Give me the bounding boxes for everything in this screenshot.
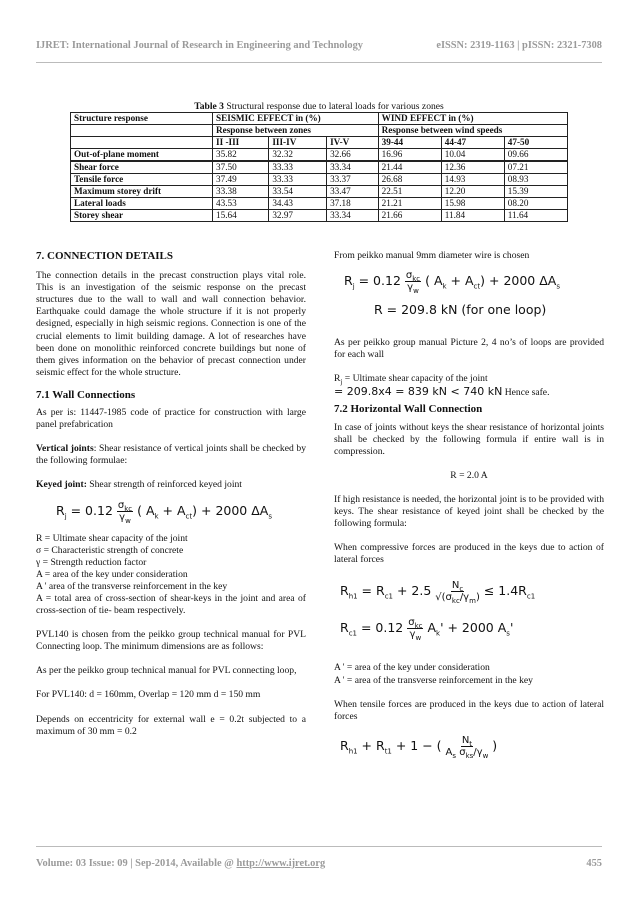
table-cell: 16.96: [378, 149, 441, 162]
blank-cell: [71, 125, 213, 137]
bold-label: Vertical joints: [36, 443, 94, 455]
table-cell: 15.64: [213, 210, 269, 222]
wind-sub: Response between wind speeds: [378, 125, 567, 137]
paragraph: $R_j$ = Ultimate shear capacity of the joint: [334, 373, 488, 387]
table-cell: 21.44: [378, 161, 441, 174]
table-cell: 35.82: [213, 149, 269, 162]
zone-header: 39-44: [378, 137, 441, 149]
definition: σ = Characteristic strength of concrete: [36, 544, 184, 556]
table-caption-text: Structural response due to lateral loads for various zones: [223, 101, 444, 112]
table-row: [71, 186, 568, 198]
table-cell: 14.93: [441, 174, 504, 186]
table-cell: 34.43: [269, 198, 327, 210]
right-column: [334, 250, 604, 758]
row-label: Storey shear: [71, 210, 213, 222]
table-row: [71, 174, 568, 186]
seismic-sub: Response between zones: [213, 125, 379, 137]
table-cell: 33.34: [327, 210, 379, 222]
table-caption-label: Table 3: [194, 101, 224, 112]
table-cell: 08.20: [504, 198, 567, 210]
table-cell: 21.66: [378, 210, 441, 222]
header-rule: [36, 62, 602, 63]
paragraph: Depends on eccentricity for external wall e = 0.2t subjected to a maximum of 30 mm = 0.2: [36, 713, 306, 737]
paragraph: = 209.8x4 = 839 kN < 740 kN Hence safe.: [334, 385, 550, 399]
subsection-heading: 7.2 Horizontal Wall Connection: [334, 403, 483, 416]
table-cell: 10.04: [441, 149, 504, 162]
table-row: [71, 198, 568, 210]
definition: A = area of the key under consideration: [36, 568, 188, 580]
equation: $R_j = 0.12$ $\frac{\sigma_{kc}}{\gamma_w}$ ( $A_k + A_{ct}) + 2000$ $\Delta A_s$: [56, 499, 272, 525]
table-cell: 09.66: [504, 149, 567, 162]
journal-title: IJRET: International Journal of Research in Engineering and Technology: [36, 40, 363, 51]
journal-link[interactable]: http://www.ijret.org: [236, 858, 326, 869]
paragraph: In case of joints without keys the shear resistance of horizontal joints shall be checked by the following formula if entire wall is in compression.: [334, 421, 604, 457]
row-label: Tensile force: [71, 174, 213, 186]
table-row: [71, 210, 568, 222]
paragraph: As per the peikko group technical manual for PVL connecting loop,: [36, 665, 297, 677]
paragraph: The connection details in the precast construction plays vital role. This is an investigation of the seismic response on the precast structures due to the wall to wall and wall connection behavior. Earthquake could damage the whole structure if it is not properly designed, especially in high seismic regions. Connection is one of the crucial elements to limit building damage. A lot of researches have been done on monolithic reinforced concrete buildings but none of them gives information on the behavior of precast connection under seismic effect for the whole structure.: [36, 270, 306, 378]
table-row: [71, 161, 568, 174]
table-cell: 32.32: [269, 149, 327, 162]
paragraph: When tensile forces are produced in the keys due to action of lateral forces: [334, 698, 604, 722]
blank-cell: [71, 137, 213, 149]
footer-volume: Volume: 03 Issue: 09 | Sep-2014, Available @: [36, 858, 237, 869]
section-heading: 7. CONNECTION DETAILS: [36, 250, 174, 262]
table-cell: 33.37: [327, 174, 379, 186]
table-cell: 33.33: [269, 161, 327, 174]
paragraph: For PVL140: d = 160mm, Overlap = 120 mm d = 150 mm: [36, 689, 261, 701]
definition: A ' = area of the transverse reinforcement in the key: [334, 674, 533, 686]
zone-header: 44-47: [441, 137, 504, 149]
table-caption: [0, 101, 638, 112]
table-cell: 21.21: [378, 198, 441, 210]
table-cell: 32.97: [269, 210, 327, 222]
zone-header: 47-50: [504, 137, 567, 149]
equation-rj: R = 2.0 A: [450, 469, 488, 481]
wind-header: WIND EFFECT in (%): [378, 113, 567, 125]
table-cell: 33.54: [269, 186, 327, 198]
table-cell: 22.51: [378, 186, 441, 198]
definition: γ = Strength reduction factor: [36, 556, 147, 568]
paragraph: As per is: 11447-1985 code of practice for construction with large panel prefabrication: [36, 407, 306, 431]
definition: A ' = area of the key under consideration: [334, 662, 490, 674]
bold-label: Keyed joint:: [36, 479, 87, 491]
paragraph: From peikko manual 9mm diameter wire is chosen: [334, 250, 530, 261]
table-row: [71, 149, 568, 162]
table-cell: 33.38: [213, 186, 269, 198]
subsection-heading: 7.1 Wall Connections: [36, 388, 136, 401]
table-cell: 32.66: [327, 149, 379, 162]
table-cell: 08.93: [504, 174, 567, 186]
equation-tensile: $R_{h1} + R_{t1} + 1$ − ( $\frac{N_t}{A_s \sigma_{ks}/\gamma_w}$ ): [340, 734, 498, 760]
zone-header: III-IV: [269, 137, 327, 149]
paragraph: As per peikko group manual Picture 2, 4 no’s of loops are provided for each wall: [334, 337, 604, 361]
table-cell: 12.20: [441, 186, 504, 198]
paragraph: [36, 479, 306, 491]
response-table: [70, 112, 568, 222]
seismic-header: SEISMIC EFFECT in (%): [213, 113, 379, 125]
paragraph: PVL140 is chosen from the peikko group technical manual for PVL Connecting loop. The minimum dimensions are as follows:: [36, 629, 306, 653]
table-cell: 37.49: [213, 174, 269, 186]
table-cell: 37.18: [327, 198, 379, 210]
table-cell: 33.34: [327, 161, 379, 174]
table-cell: 37.50: [213, 161, 269, 174]
table-cell: 33.47: [327, 186, 379, 198]
equation-rc1: $R_{c1} = 0.12$ $\frac{\sigma_{kc}}{\gamma_w}$ $A_k' + 2000$ $A_s'$: [340, 617, 514, 643]
table-cell: 07.21: [504, 161, 567, 174]
table-cell: 12.36: [441, 161, 504, 174]
table-cell: 11.84: [441, 210, 504, 222]
paragraph: When compressive forces are produced in the keys due to action of lateral forces: [334, 542, 604, 566]
col-structure: Structure response: [71, 113, 213, 125]
table-cell: 15.98: [441, 198, 504, 210]
journal-header: [36, 40, 602, 51]
table-cell: 26.68: [378, 174, 441, 186]
paragraph: [36, 443, 306, 467]
definition: A ' area of the transverse reinforcement in the key: [36, 580, 228, 592]
row-label: Out-of-plane moment: [71, 149, 213, 162]
left-column: [36, 250, 306, 738]
zone-header: II -III: [213, 137, 269, 149]
table-cell: 15.39: [504, 186, 567, 198]
footer-rule: [36, 846, 602, 847]
page-number: 455: [586, 858, 602, 869]
table-cell: 33.33: [269, 174, 327, 186]
equation: $R_j = 0.12$ $\frac{\sigma_{kc}}{\gamma_w}$ ( $A_k + A_{ct}) + 2000$ $\Delta A_s$: [344, 270, 560, 296]
row-label: Shear force: [71, 161, 213, 174]
issn-text: eISSN: 2319-1163 | pISSN: 2321-7308: [436, 40, 602, 51]
footer: [36, 858, 602, 869]
row-label: Maximum storey drift: [71, 186, 213, 198]
row-label: Lateral loads: [71, 198, 213, 210]
equation-rh1: $R_{h1} = R_{c1} + 2.5$ $\frac{N_c}{√(\sigma_{kc}/\gamma_m)}$ ≤ $1.4R_{c1}$: [340, 580, 536, 606]
equation-result: R = 209.8 kN (for one loop): [374, 302, 547, 318]
definition: A = total area of cross-section of shear-keys in the joint and area of cross-section of tie- beam respectively.: [36, 592, 306, 617]
zone-header: IV-V: [327, 137, 379, 149]
table-cell: 43.53: [213, 198, 269, 210]
paragraph-text: : Shear resistance of vertical joints shall be checked by the following formulae:: [36, 443, 306, 467]
table-cell: 11.64: [504, 210, 567, 222]
paragraph: If high resistance is needed, the horizontal joint is to be provided with keys. The shear resistance of keyed joint shall be checked by the following formula:: [334, 493, 604, 530]
paragraph-text: Shear strength of reinforced keyed joint: [86, 479, 242, 491]
definition: R = Ultimate shear capacity of the joint: [36, 532, 188, 544]
